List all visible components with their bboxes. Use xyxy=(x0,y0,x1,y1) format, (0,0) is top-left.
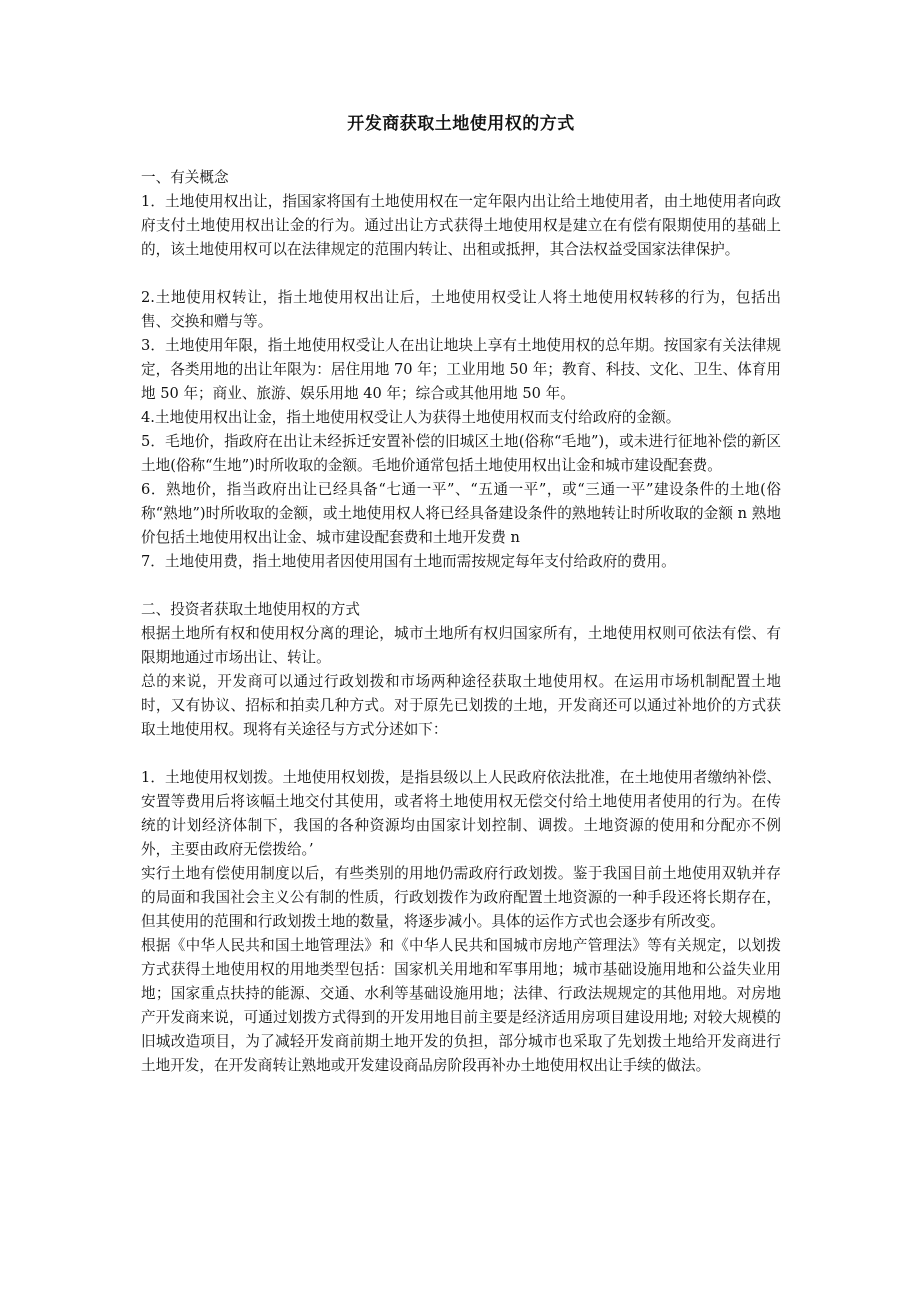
section-heading: 一、有关概念 xyxy=(141,169,229,186)
paragraph-overview: 总的来说，开发商可以通过行政划拨和市场两种途径获取土地使用权。在运用市场机制配置土地时，又有协议、招标和拍卖几种方式。对于原先已划拨的土地，开发商还可以通过补地价的方式获取土地使用权。现将有关途径与方式分述如下： xyxy=(141,673,781,738)
paragraph-developed-land-price: 6．熟地价，指当政府出让已经具备“七通一平”、“五通一平”，或“三通一平”建设条件的土地(俗称“熟地”)时所收取的金额，或土地使用权人将已经具备建设条件的熟地转让时所收取的金额 n 熟地价包括土地使用权出让金、城市建设配套费和土地开发费 n xyxy=(141,481,781,546)
paragraph-paid-use-system: 实行土地有偿使用制度以后，有些类别的用地仍需政府行政划拨。鉴于我国目前土地使用双轨并存的局面和我国社会主义公有制的性质，行政划拨作为政府配置土地资源的一种手段还将长期存在，但其使用的范围和行政划拨土地的数量，将逐步减小。具体的运作方式也会逐步有所改变。 xyxy=(141,865,781,930)
document-title: 开发商获取土地使用权的方式 xyxy=(347,114,575,134)
paragraph-land-use-fee: 7．土地使用费，指土地使用者因使用国有土地而需按规定每年支付给政府的费用。 xyxy=(141,553,676,570)
paragraph-spacer xyxy=(141,742,781,766)
paragraph-land-use-grant: 1．土地使用权出让，指国家将国有土地使用权在一定年限内出让给土地使用者，由土地使用者向政府支付土地使用权出让金的行为。通过出让方式获得土地使用权是建立在有偿有限期使用的基础上的，该土地使用权可以在法律规定的范围内转让、出租或抵押，其合法权益受国家法律保护。 xyxy=(141,193,781,258)
paragraph-ownership-theory: 根据土地所有权和使用权分离的理论，城市土地所有权归国家所有，土地使用权则可依法有偿、有限期地通过市场出让、转让。 xyxy=(141,625,781,666)
paragraph-raw-land-price: 5．毛地价，指政府在出让未经拆迁安置补偿的旧城区土地(俗称“毛地”)，或未进行征地补偿的新区土地(俗称“生地”)时所收取的金额。毛地价通常包括土地使用权出让金和城市建设配套费。 xyxy=(141,433,781,474)
paragraph-allocation: 1．土地使用权划拨。土地使用权划拨，是指县级以上人民政府依法批准，在土地使用者缴纳补偿、安置等费用后将该幅土地交付其使用，或者将土地使用权无偿交付给土地使用者使用的行为。在传统的计划经济体制下，我国的各种资源均由国家计划控制、调拨。土地资源的使用和分配亦不例外，主要由政府无偿拨给。’ xyxy=(141,769,781,858)
paragraph-spacer xyxy=(141,262,781,286)
section-heading: 二、投资者获取土地使用权的方式 xyxy=(141,601,360,618)
section-concepts xyxy=(141,166,781,574)
paragraph-land-use-transfer: 2.土地使用权转让，指土地使用权出让后，土地使用权受让人将土地使用权转移的行为，包括出售、交换和赠与等。 xyxy=(141,289,781,330)
section-acquisition-methods xyxy=(141,598,781,1078)
paragraph-land-use-term: 3．土地使用年限，指土地使用权受让人在出让地块上享有土地使用权的总年期。按国家有关法律规定，各类用地的出让年限为：居住用地 70 年；工业用地 50 年；教育、科技、文化、卫生、体育用地 50 年；商业、旅游、娱乐用地 40 年；综合或其他用地 50 年。 xyxy=(141,337,781,402)
section-spacer xyxy=(141,574,781,598)
paragraph-grant-fee: 4.土地使用权出让金，指土地使用权受让人为获得土地使用权而支付给政府的金额。 xyxy=(141,409,681,426)
paragraph-legal-basis: 根据《中华人民共和国土地管理法》和《中华人民共和国城市房地产管理法》等有关规定，以划拨方式获得土地使用权的用地类型包括：国家机关用地和军事用地；城市基础设施用地和公益失业用地；国家重点扶持的能源、交通、水利等基础设施用地；法律、行政法规规定的其他用地。对房地产开发商来说，可通过划拨方式得到的开发用地目前主要是经济适用房项目建设用地; 对较大规模的旧城改造项目，为了减轻开发商前期土地开发的负担，部分城市也采取了先划拨土地给开发商进行土地开发，在开发商转让熟地或开发建设商品房阶段再补办土地使用权出让手续的做法。 xyxy=(141,937,781,1074)
document-page xyxy=(141,112,781,1078)
